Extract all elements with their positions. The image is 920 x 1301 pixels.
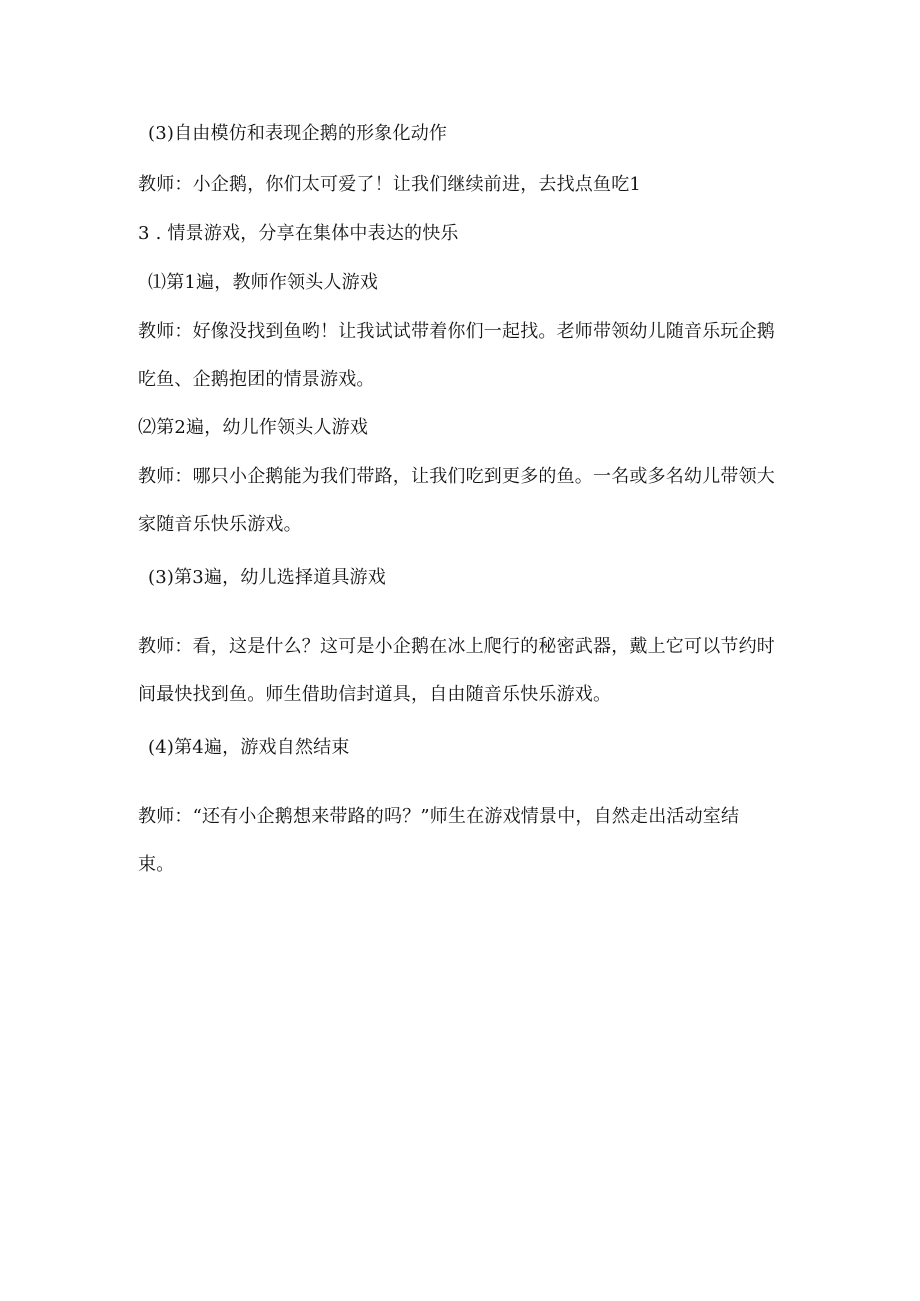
- teacher-line-round-4-a: 教师：“还有小企鹅想来带路的吗？”师生在游戏情景中，自然走出活动室结: [138, 806, 740, 827]
- subsection-heading-round-3: (3)第3遍，幼儿选择道具游戏: [148, 567, 386, 588]
- teacher-line-round-2-b: 家随音乐快乐游戏。: [138, 514, 302, 535]
- teacher-line-round-3-b: 间最快找到鱼。师生借助信封道具，自由随音乐快乐游戏。: [138, 684, 612, 705]
- teacher-line-continue: 教师：小企鹅，你们太可爱了！让我们继续前进，去找点鱼吃1: [138, 174, 642, 195]
- teacher-line-round-1-a: 教师：好像没找到鱼哟！让我试试带着你们一起找。老师带领幼儿随音乐玩企鹅: [138, 321, 775, 342]
- subsection-heading-imitate: (3)自由模仿和表现企鹅的形象化动作: [148, 123, 448, 144]
- teacher-line-round-4-b: 束。: [138, 854, 175, 875]
- teacher-line-round-1-b: 吃鱼、企鹅抱团的情景游戏。: [138, 369, 375, 390]
- teacher-line-round-2-a: 教师：哪只小企鹅能为我们带路，让我们吃到更多的鱼。一名或多名幼儿带领大: [138, 466, 775, 487]
- subsection-heading-round-2: ⑵第2遍，幼儿作领头人游戏: [138, 417, 369, 438]
- teacher-line-round-3-a: 教师：看，这是什么？这可是小企鹅在冰上爬行的秘密武器，戴上它可以节约时: [138, 636, 775, 657]
- section-heading-situational-game: 3 . 情景游戏，分享在集体中表达的快乐: [138, 223, 459, 244]
- subsection-heading-round-4: (4)第4遍，游戏自然结束: [148, 737, 350, 758]
- subsection-heading-round-1: ⑴第1遍，教师作领头人游戏: [148, 272, 379, 293]
